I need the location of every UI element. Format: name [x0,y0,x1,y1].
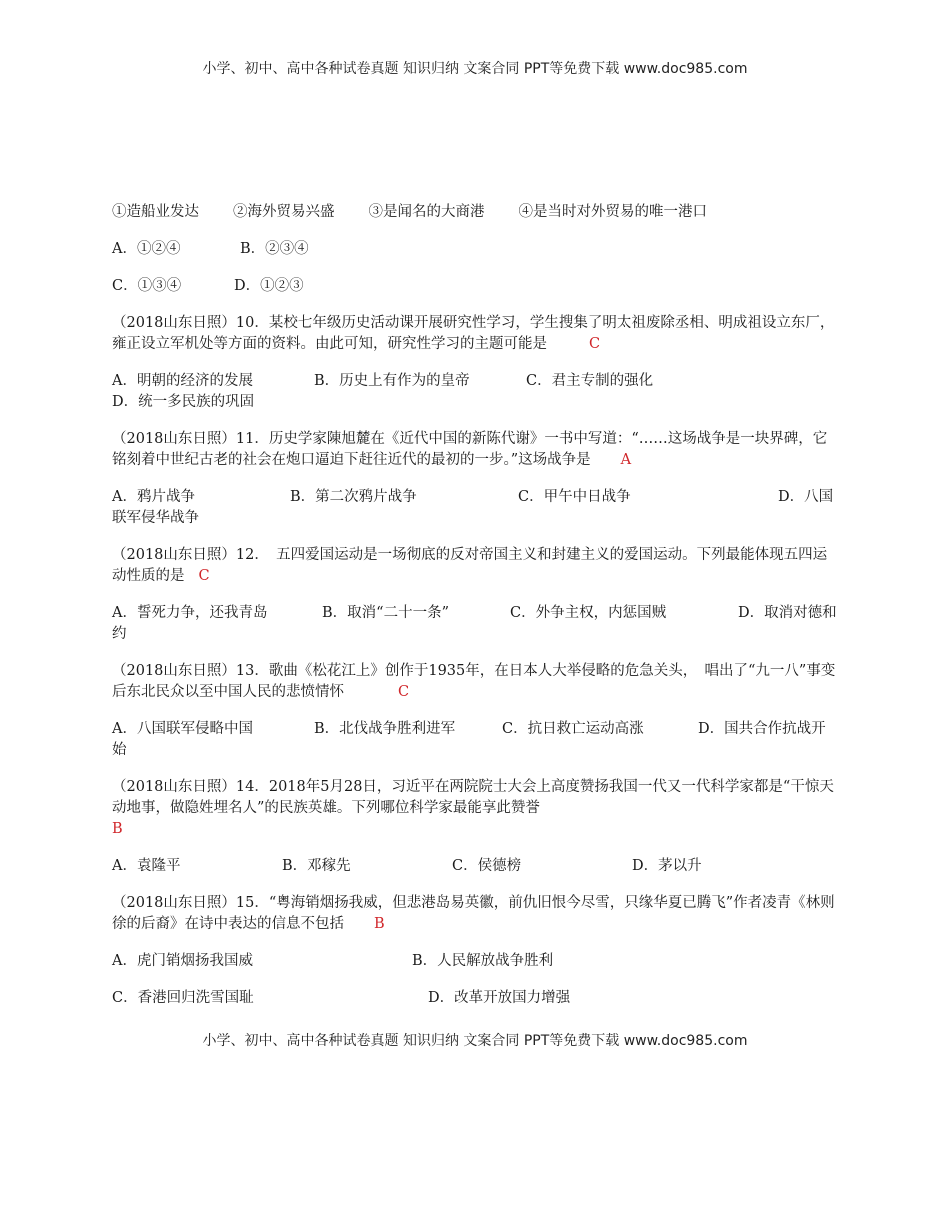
question-10 [112,313,840,355]
option: D．茅以升 [632,858,702,874]
option-row [112,239,840,260]
question-stem: （2018山东日照）10．某校七年级历史活动课开展研究性学习，学生搜集了明太祖废除丞相、明成祖设立东厂，雍正设立军机处等方面的资料。由此可知，研究性学习的主题可能是 [112,315,835,352]
answer-key: C [589,336,601,352]
option: B．邓稼先 [282,858,351,874]
page-footer: 小学、初中、高中各种试卷真题 知识归纳 文案合同 PPT等免费下载 www.doc985.com [202,1033,748,1049]
statement: ④是当时对外贸易的唯一港口 [518,204,707,220]
option: A．八国联军侵略中国 [112,721,253,737]
question-stem: （2018山东日照）14．2018年5月28日，习近平在两院院士大会上高度赞扬我国一代又一代科学家都是“干惊天动地事，做隐姓埋名人”的民族英雄。下列哪位科学家最能享此赞誉 [112,779,834,816]
option-row [112,371,840,413]
option: C．外争主权，内惩国贼 [510,605,667,621]
exam-content [112,202,840,1009]
option-row [112,951,840,972]
option: C．侯德榜 [452,858,522,874]
statement: ③是闻名的大商港 [368,204,485,220]
option-row [112,719,840,761]
page-header: 小学、初中、高中各种试卷真题 知识归纳 文案合同 PPT等免费下载 www.doc985.com [202,61,748,77]
question-11 [112,429,840,471]
option: A．誓死力争，还我青岛 [112,605,268,621]
option: A．鸦片战争 [112,489,195,505]
statement-list [112,202,840,223]
option: D．①②③ [234,278,304,294]
option-row [112,856,840,877]
option: C．甲午中日战争 [518,489,631,505]
option: D．国共合作抗战开始 [112,721,826,758]
option-row [112,988,840,1009]
option: C．①③④ [112,278,182,294]
question-12 [112,545,840,587]
statement: ①造船业发达 [112,204,199,220]
question-15 [112,893,840,935]
question-stem: （2018山东日照）15．“粤海销烟扬我威，但悲港岛易英徽，前仇旧恨今尽雪，只缘华夏已腾飞”作者凌青《林则徐的后裔》在诗中表达的信息不包括 [112,895,835,932]
answer-key: B [374,916,385,932]
answer-key: B [112,821,123,837]
answer-key: C [398,684,410,700]
option: B．取消“二十一条” [322,605,449,621]
statement: ②海外贸易兴盛 [233,204,335,220]
option: B．历史上有作为的皇帝 [314,373,470,389]
question-stem: （2018山东日照）12． 五四爱国运动是一场彻底的反对帝国主义和封建主义的爱国运动。下列最能体现五四运动性质的是 [112,547,828,584]
option: D．八国联军侵华战争 [112,489,834,526]
option: B．人民解放战争胜利 [412,953,554,969]
question-14 [112,777,840,840]
option: B．②③④ [240,241,309,257]
option: D．改革开放国力增强 [428,990,571,1006]
option: A．①②④ [112,241,181,257]
option: A．虎门销烟扬我国威 [112,953,253,969]
option: D．取消对德和约 [112,605,837,642]
option-row [112,487,840,529]
option: C．抗日救亡运动高涨 [502,721,644,737]
answer-key: A [620,452,632,468]
option: D．统一多民族的巩固 [112,394,255,410]
question-stem: （2018山东日照）13．歌曲《松花江上》创作于1935年，在日本人大举侵略的危急关头， 唱出了“九一八”事变后东北民众以至中国人民的悲愤情怀 [112,663,836,700]
question-stem: （2018山东日照）11．历史学家陳旭麓在《近代中国的新陈代谢》一书中写道：“……这场战争是一块界碑，它铭刻着中世纪古老的社会在炮口逼迫下赶往近代的最初的一步。”这场战争是 [112,431,828,468]
option-row [112,603,840,645]
answer-key: C [198,568,210,584]
option: C．香港回归洗雪国耻 [112,990,254,1006]
option: B．北伐战争胜利进军 [314,721,456,737]
option-row [112,276,840,297]
option: C．君主专制的强化 [526,373,654,389]
option: A．明朝的经济的发展 [112,373,253,389]
option: B．第二次鸦片战争 [290,489,417,505]
option: A．袁隆平 [112,858,181,874]
question-13 [112,661,840,703]
